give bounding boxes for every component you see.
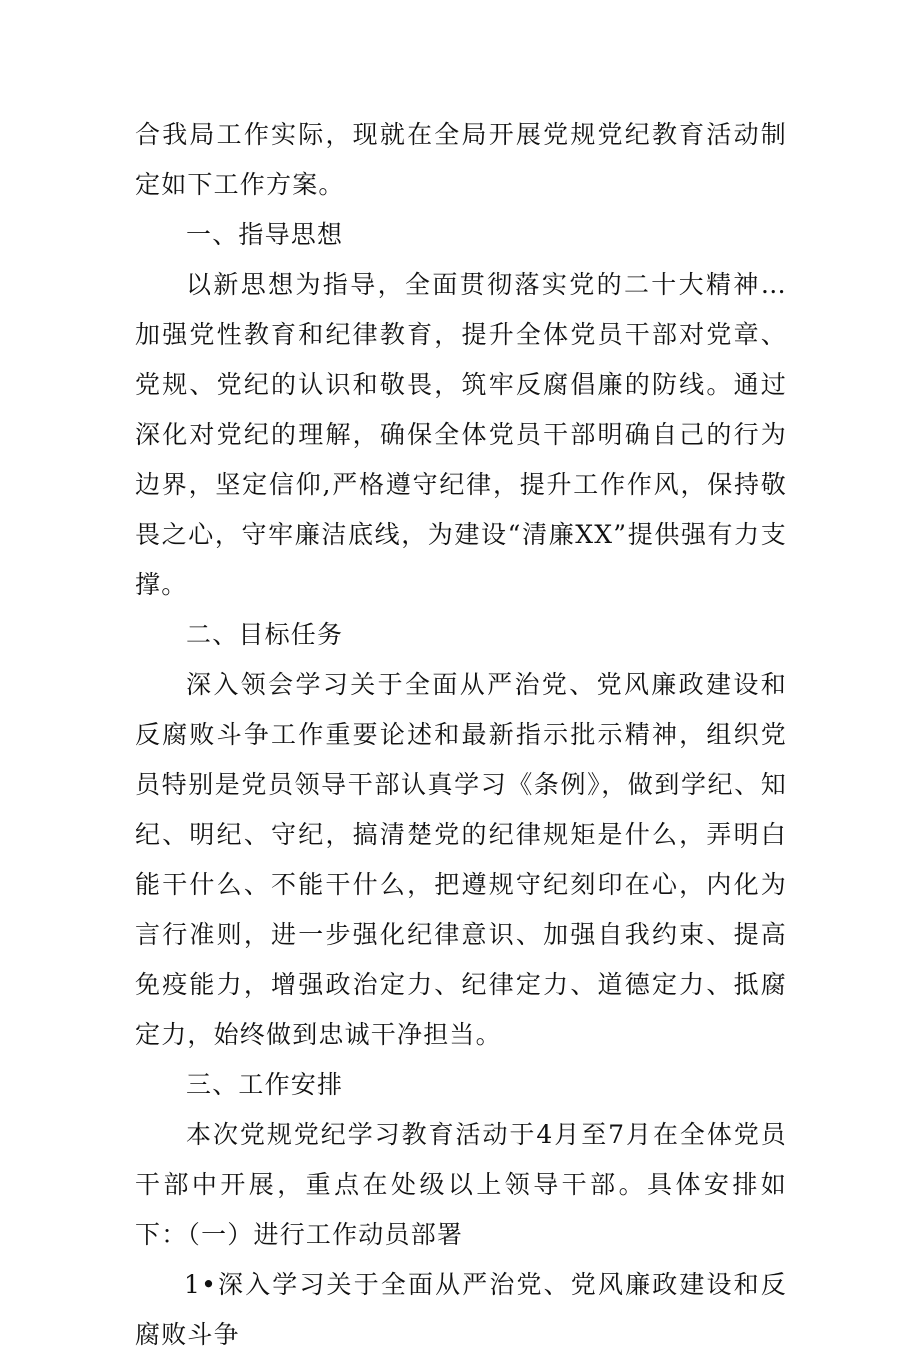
intro-continuation-paragraph: 合我局工作实际，现就在全局开展党规党纪教育活动制定如下工作方案。 — [135, 120, 787, 199]
section-heading-objectives: 二、目标任务 — [186, 620, 344, 649]
section-heading-work-arrangement: 三、工作安排 — [186, 1070, 344, 1099]
document-body — [135, 110, 787, 1360]
work-arrangement-paragraph: 本次党规党纪学习教育活动于4月至7月在全体党员干部中开展，重点在处级以上领导干部。具体安排如下：（一）进行工作动员部署 — [135, 1120, 787, 1249]
numbered-item-paragraph: 1•深入学习关于全面从严治党、党风廉政建设和反腐败斗争 — [135, 1270, 787, 1349]
guiding-ideology-paragraph: 以新思想为指导，全面贯彻落实党的二十大精神…加强党性教育和纪律教育，提升全体党员干部对党章、党规、党纪的认识和敬畏，筑牢反腐倡廉的防线。通过深化对党纪的理解，确保全体党员干部明确自己的行为边界，坚定信仰,严格遵守纪律，提升工作作风，保持敬畏之心，守牢廉洁底线，为建设“清廉XX”提供强有力支撑。 — [135, 270, 787, 599]
section-heading-guiding-ideology: 一、指导思想 — [186, 220, 344, 249]
objectives-paragraph: 深入领会学习关于全面从严治党、党风廉政建设和反腐败斗争工作重要论述和最新指示批示精神，组织党员特别是党员领导干部认真学习《条例》，做到学纪、知纪、明纪、守纪，搞清楚党的纪律规矩是什么，弄明白能干什么、不能干什么，把遵规守纪刻印在心，内化为言行准则，进一步强化纪律意识、加强自我约束、提高免疫能力，增强政治定力、纪律定力、道德定力、抵腐定力，始终做到忠诚干净担当。 — [135, 670, 787, 1049]
